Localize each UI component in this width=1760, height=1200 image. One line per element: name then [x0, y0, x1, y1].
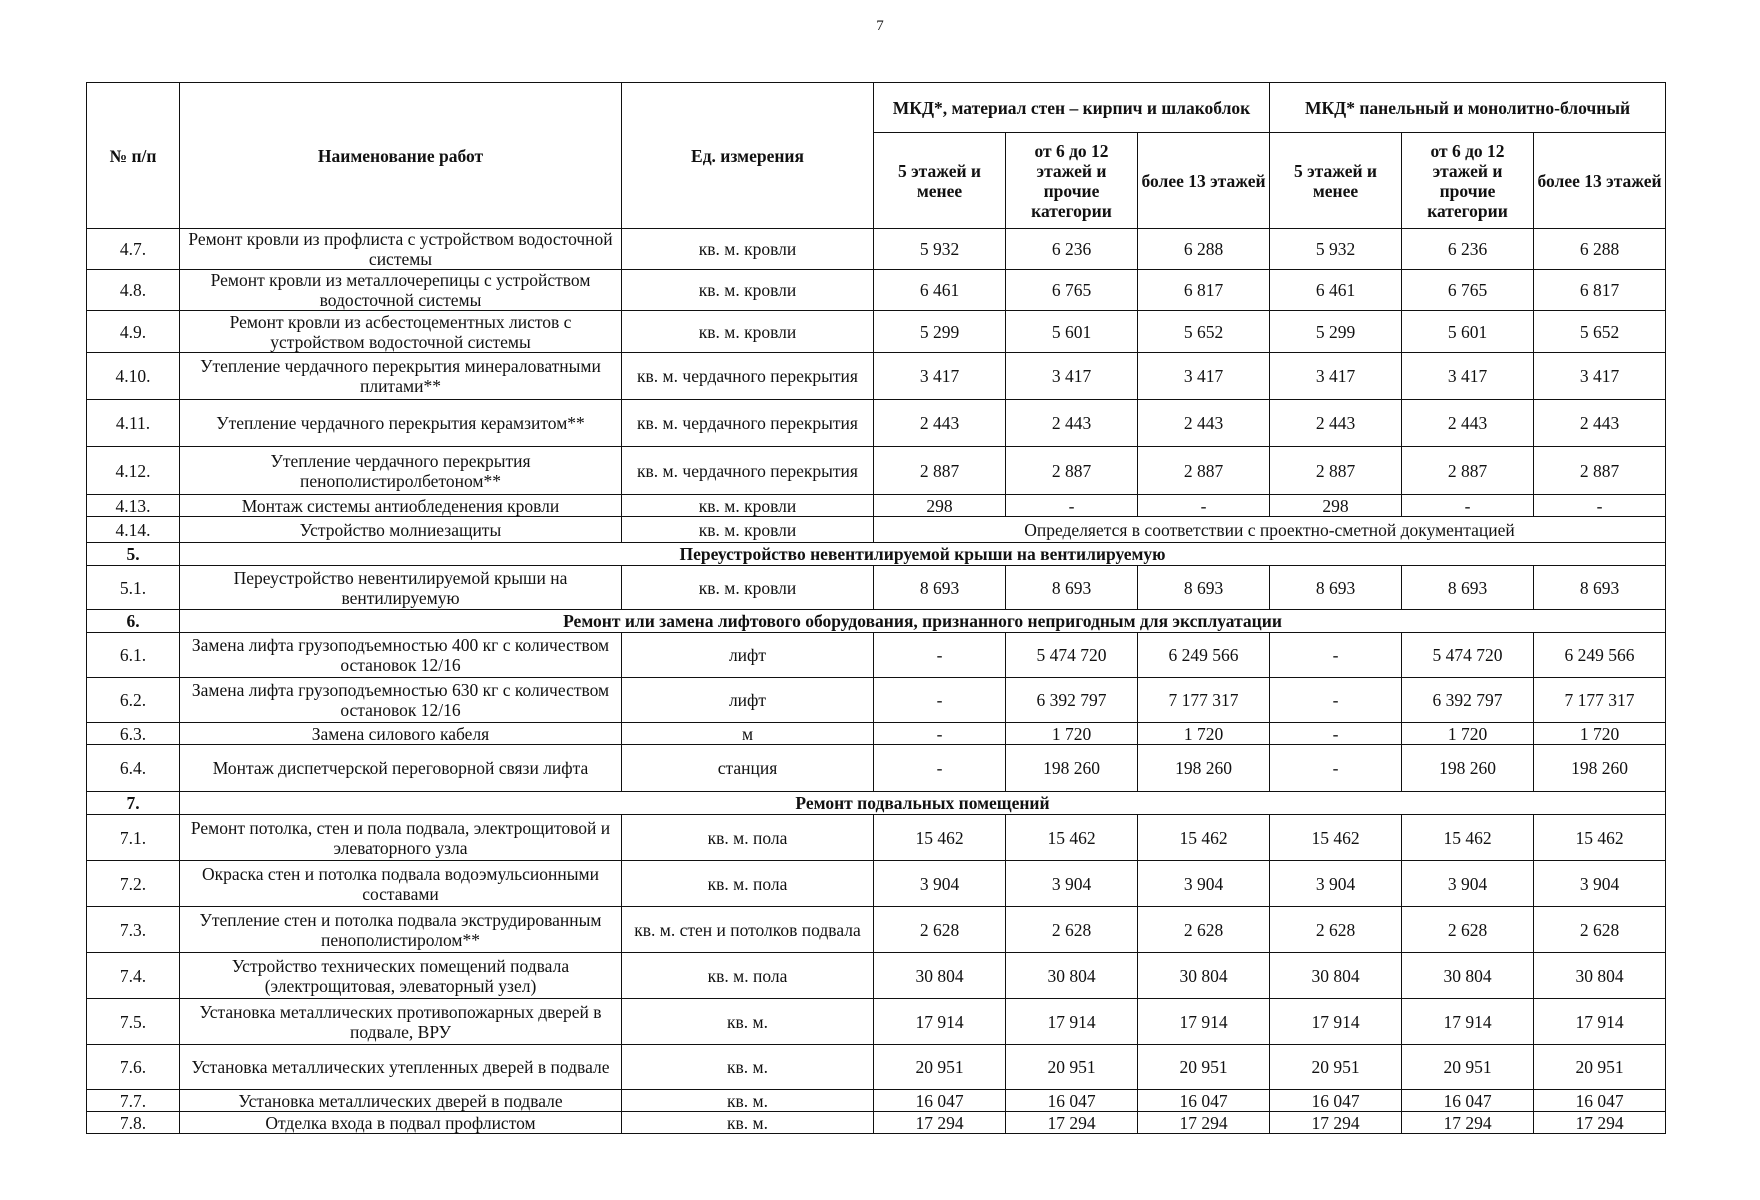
value-cell: 2 443 [1006, 400, 1138, 447]
table-header [87, 83, 1666, 229]
value-cell: 3 417 [1270, 353, 1402, 400]
value-cell: 15 462 [1270, 815, 1402, 861]
value-cell: 6 236 [1006, 229, 1138, 270]
header-work-name: Наименование работ [180, 83, 622, 229]
value-cell: 2 628 [874, 907, 1006, 953]
value-cell: - [1270, 723, 1402, 745]
section-row [87, 792, 1666, 815]
value-cell: - [1270, 678, 1402, 723]
table-row [87, 633, 1666, 678]
table-row [87, 447, 1666, 495]
value-cell: 7 177 317 [1534, 678, 1666, 723]
unit-cell: кв. м. [622, 999, 874, 1045]
value-cell: 6 249 566 [1138, 633, 1270, 678]
value-cell: 198 260 [1402, 745, 1534, 792]
value-cell: 8 693 [1534, 566, 1666, 610]
unit-cell: кв. м. пола [622, 815, 874, 861]
unit-cell: м [622, 723, 874, 745]
unit-cell: кв. м. кровли [622, 495, 874, 517]
value-cell: 2 443 [1138, 400, 1270, 447]
table-row [87, 566, 1666, 610]
row-number: 7.5. [87, 999, 180, 1045]
value-cell: - [874, 723, 1006, 745]
rates-table [86, 82, 1666, 1134]
unit-cell: лифт [622, 678, 874, 723]
header-number: № п/п [87, 83, 180, 229]
unit-cell: кв. м. кровли [622, 270, 874, 311]
table-row [87, 953, 1666, 999]
value-cell: 2 628 [1270, 907, 1402, 953]
unit-cell: кв. м. пола [622, 953, 874, 999]
work-name: Установка металлических дверей в подвале [180, 1090, 622, 1112]
value-cell: 6 392 797 [1006, 678, 1138, 723]
value-cell: 298 [874, 495, 1006, 517]
value-cell: 3 417 [1138, 353, 1270, 400]
value-cell: 1 720 [1138, 723, 1270, 745]
value-cell: 16 047 [1270, 1090, 1402, 1112]
section-number: 5. [87, 543, 180, 566]
row-number: 4.13. [87, 495, 180, 517]
row-number: 4.8. [87, 270, 180, 311]
section-row [87, 543, 1666, 566]
value-cell: 8 693 [874, 566, 1006, 610]
value-cell: 20 951 [874, 1045, 1006, 1090]
section-number: 7. [87, 792, 180, 815]
section-title: Переустройство невентилируемой крыши на вентилируемую [180, 543, 1666, 566]
value-cell: 5 299 [874, 311, 1006, 353]
value-cell: 2 887 [1402, 447, 1534, 495]
value-cell: 8 693 [1006, 566, 1138, 610]
value-cell: 17 914 [1270, 999, 1402, 1045]
value-cell: 298 [1270, 495, 1402, 517]
value-cell: 5 474 720 [1006, 633, 1138, 678]
work-name: Ремонт кровли из асбестоцементных листов с устройством водосточной системы [180, 311, 622, 353]
row-number: 7.8. [87, 1112, 180, 1134]
table-body [87, 229, 1666, 1134]
unit-cell: кв. м. чердачного перекрытия [622, 353, 874, 400]
value-cell: 15 462 [1006, 815, 1138, 861]
unit-cell: лифт [622, 633, 874, 678]
value-cell: - [874, 745, 1006, 792]
value-cell: 2 628 [1402, 907, 1534, 953]
value-cell: 16 047 [1402, 1090, 1534, 1112]
section-title: Ремонт или замена лифтового оборудования, признанного непригодным для эксплуатации [180, 610, 1666, 633]
value-cell: 8 693 [1402, 566, 1534, 610]
row-number: 4.10. [87, 353, 180, 400]
value-cell: 2 887 [1006, 447, 1138, 495]
work-name: Ремонт потолка, стен и пола подвала, электрощитовой и элеваторного узла [180, 815, 622, 861]
value-cell: 3 904 [1006, 861, 1138, 907]
table-row [87, 745, 1666, 792]
work-name: Замена лифта грузоподъемностью 630 кг с количеством остановок 12/16 [180, 678, 622, 723]
value-cell: - [1138, 495, 1270, 517]
value-cell: 2 628 [1138, 907, 1270, 953]
row-number: 4.11. [87, 400, 180, 447]
value-cell: 15 462 [1138, 815, 1270, 861]
value-cell: 17 914 [1138, 999, 1270, 1045]
unit-cell: кв. м. кровли [622, 229, 874, 270]
value-cell: 1 720 [1402, 723, 1534, 745]
value-cell: 20 951 [1270, 1045, 1402, 1090]
row-number: 7.6. [87, 1045, 180, 1090]
value-cell: 3 904 [1534, 861, 1666, 907]
work-name: Замена лифта грузоподъемностью 400 кг с количеством остановок 12/16 [180, 633, 622, 678]
row-number: 6.3. [87, 723, 180, 745]
value-cell: 6 461 [1270, 270, 1402, 311]
table-row [87, 517, 1666, 543]
value-cell: 2 887 [874, 447, 1006, 495]
value-cell: 6 288 [1138, 229, 1270, 270]
value-cell: 30 804 [1138, 953, 1270, 999]
table-row [87, 229, 1666, 270]
section-number: 6. [87, 610, 180, 633]
value-cell: 6 392 797 [1402, 678, 1534, 723]
value-cell: 198 260 [1534, 745, 1666, 792]
work-name: Монтаж системы антиобледенения кровли [180, 495, 622, 517]
value-cell: 16 047 [1138, 1090, 1270, 1112]
value-cell: - [874, 678, 1006, 723]
value-cell: 30 804 [1402, 953, 1534, 999]
value-cell: 20 951 [1402, 1045, 1534, 1090]
value-cell: 6 461 [874, 270, 1006, 311]
unit-cell: кв. м. кровли [622, 566, 874, 610]
header-sub: от 6 до 12 этажей и прочие категории [1402, 133, 1534, 229]
value-cell: 17 294 [1534, 1112, 1666, 1134]
value-cell: 6 817 [1534, 270, 1666, 311]
value-cell: 7 177 317 [1138, 678, 1270, 723]
value-cell: 3 417 [1006, 353, 1138, 400]
work-name: Ремонт кровли из металлочерепицы с устройством водосточной системы [180, 270, 622, 311]
table-row [87, 723, 1666, 745]
value-cell: 2 887 [1270, 447, 1402, 495]
value-cell: 3 904 [874, 861, 1006, 907]
row-number: 7.3. [87, 907, 180, 953]
header-group-panel: МКД* панельный и монолитно-блочный [1270, 83, 1666, 133]
page-number: 7 [876, 18, 884, 34]
value-cell: 3 904 [1270, 861, 1402, 907]
unit-cell: кв. м. пола [622, 861, 874, 907]
value-cell: 17 914 [874, 999, 1006, 1045]
value-cell: 6 249 566 [1534, 633, 1666, 678]
value-cell: 30 804 [1534, 953, 1666, 999]
value-cell: - [1270, 633, 1402, 678]
value-cell: 15 462 [1534, 815, 1666, 861]
value-cell: 5 474 720 [1402, 633, 1534, 678]
unit-cell: кв. м. кровли [622, 311, 874, 353]
value-cell: 3 904 [1138, 861, 1270, 907]
value-cell: 5 652 [1138, 311, 1270, 353]
value-cell: 6 817 [1138, 270, 1270, 311]
table-row [87, 270, 1666, 311]
row-number: 4.9. [87, 311, 180, 353]
value-cell: 2 887 [1138, 447, 1270, 495]
work-name: Установка металлических утепленных дверей в подвале [180, 1045, 622, 1090]
work-name: Утепление чердачного перекрытия минераловатными плитами** [180, 353, 622, 400]
value-cell: 17 914 [1534, 999, 1666, 1045]
value-cell: 5 932 [1270, 229, 1402, 270]
value-cell: 6 288 [1534, 229, 1666, 270]
value-cell: 5 932 [874, 229, 1006, 270]
work-name: Установка металлических противопожарных дверей в подвале, ВРУ [180, 999, 622, 1045]
value-cell: 2 443 [1402, 400, 1534, 447]
value-cell: 3 417 [1402, 353, 1534, 400]
value-cell: 15 462 [874, 815, 1006, 861]
table-row [87, 907, 1666, 953]
row-number: 5.1. [87, 566, 180, 610]
value-cell: 3 417 [874, 353, 1006, 400]
header-sub: от 6 до 12 этажей и прочие категории [1006, 133, 1138, 229]
unit-cell: кв. м. чердачного перекрытия [622, 400, 874, 447]
value-cell: 30 804 [1270, 953, 1402, 999]
value-cell: 198 260 [1138, 745, 1270, 792]
value-cell: 2 443 [874, 400, 1006, 447]
unit-cell: кв. м. кровли [622, 517, 874, 543]
value-cell: 2 887 [1534, 447, 1666, 495]
value-cell: 16 047 [1534, 1090, 1666, 1112]
value-cell: 5 299 [1270, 311, 1402, 353]
value-cell: - [1006, 495, 1138, 517]
table-row [87, 678, 1666, 723]
header-sub: более 13 этажей [1534, 133, 1666, 229]
value-cell: - [1402, 495, 1534, 517]
value-cell: 1 720 [1006, 723, 1138, 745]
unit-cell: кв. м. [622, 1045, 874, 1090]
value-cell: 17 294 [1138, 1112, 1270, 1134]
work-name: Устройство молниезащиты [180, 517, 622, 543]
table-row [87, 400, 1666, 447]
row-number: 7.4. [87, 953, 180, 999]
work-name: Утепление стен и потолка подвала экструдированным пенополистиролом** [180, 907, 622, 953]
section-row [87, 610, 1666, 633]
value-cell: - [874, 633, 1006, 678]
unit-cell: кв. м. чердачного перекрытия [622, 447, 874, 495]
value-cell: 2 628 [1006, 907, 1138, 953]
value-cell: 2 443 [1270, 400, 1402, 447]
value-cell: 5 601 [1402, 311, 1534, 353]
unit-cell: станция [622, 745, 874, 792]
table-row [87, 311, 1666, 353]
value-cell: 3 417 [1534, 353, 1666, 400]
row-number: 4.12. [87, 447, 180, 495]
row-number: 7.2. [87, 861, 180, 907]
header-sub: 5 этажей и менее [874, 133, 1006, 229]
work-name: Утепление чердачного перекрытия керамзитом** [180, 400, 622, 447]
value-cell: 15 462 [1402, 815, 1534, 861]
value-cell: 30 804 [1006, 953, 1138, 999]
row-number: 7.7. [87, 1090, 180, 1112]
row-number: 4.7. [87, 229, 180, 270]
table-row [87, 353, 1666, 400]
value-cell: 17 294 [1402, 1112, 1534, 1134]
value-cell: - [1534, 495, 1666, 517]
value-cell: 30 804 [874, 953, 1006, 999]
header-group-brick: МКД*, материал стен – кирпич и шлакоблок [874, 83, 1270, 133]
work-name: Переустройство невентилируемой крыши на вентилируемую [180, 566, 622, 610]
work-name: Замена силового кабеля [180, 723, 622, 745]
table-row [87, 815, 1666, 861]
row-number: 4.14. [87, 517, 180, 543]
unit-cell: кв. м. стен и потолков подвала [622, 907, 874, 953]
table-row [87, 1090, 1666, 1112]
value-cell: 17 914 [1006, 999, 1138, 1045]
value-cell: 2 628 [1534, 907, 1666, 953]
value-cell: 8 693 [1138, 566, 1270, 610]
work-name: Отделка входа в подвал профлистом [180, 1112, 622, 1134]
row-number: 6.4. [87, 745, 180, 792]
unit-cell: кв. м. [622, 1090, 874, 1112]
value-cell: 6 765 [1402, 270, 1534, 311]
value-cell: 17 294 [874, 1112, 1006, 1134]
value-cell: 17 294 [1006, 1112, 1138, 1134]
row-number: 6.2. [87, 678, 180, 723]
unit-cell: кв. м. [622, 1112, 874, 1134]
work-name: Окраска стен и потолка подвала водоэмульсионными составами [180, 861, 622, 907]
header-sub: 5 этажей и менее [1270, 133, 1402, 229]
value-cell: 6 765 [1006, 270, 1138, 311]
value-cell: 16 047 [1006, 1090, 1138, 1112]
value-cell: 5 652 [1534, 311, 1666, 353]
value-cell: 6 236 [1402, 229, 1534, 270]
value-cell: 20 951 [1138, 1045, 1270, 1090]
value-cell: 2 443 [1534, 400, 1666, 447]
table-row [87, 1045, 1666, 1090]
value-cell: 20 951 [1534, 1045, 1666, 1090]
value-cell: 198 260 [1006, 745, 1138, 792]
work-name: Ремонт кровли из профлиста с устройством водосточной системы [180, 229, 622, 270]
value-cell: 17 294 [1270, 1112, 1402, 1134]
value-cell: - [1270, 745, 1402, 792]
value-cell: 17 914 [1402, 999, 1534, 1045]
table-row [87, 1112, 1666, 1134]
value-cell: 3 904 [1402, 861, 1534, 907]
value-cell: 20 951 [1006, 1045, 1138, 1090]
value-cell: 8 693 [1270, 566, 1402, 610]
row-number: 7.1. [87, 815, 180, 861]
header-unit: Ед. измерения [622, 83, 874, 229]
value-cell: 16 047 [874, 1090, 1006, 1112]
merged-note: Определяется в соответствии с проектно-сметной документацией [874, 517, 1666, 543]
header-sub: более 13 этажей [1138, 133, 1270, 229]
value-cell: 1 720 [1534, 723, 1666, 745]
section-title: Ремонт подвальных помещений [180, 792, 1666, 815]
table-row [87, 861, 1666, 907]
work-name: Утепление чердачного перекрытия пенополистиролбетоном** [180, 447, 622, 495]
table-row [87, 495, 1666, 517]
work-name: Монтаж диспетчерской переговорной связи лифта [180, 745, 622, 792]
work-name: Устройство технических помещений подвала (электрощитовая, элеваторный узел) [180, 953, 622, 999]
row-number: 6.1. [87, 633, 180, 678]
value-cell: 5 601 [1006, 311, 1138, 353]
table-row [87, 999, 1666, 1045]
